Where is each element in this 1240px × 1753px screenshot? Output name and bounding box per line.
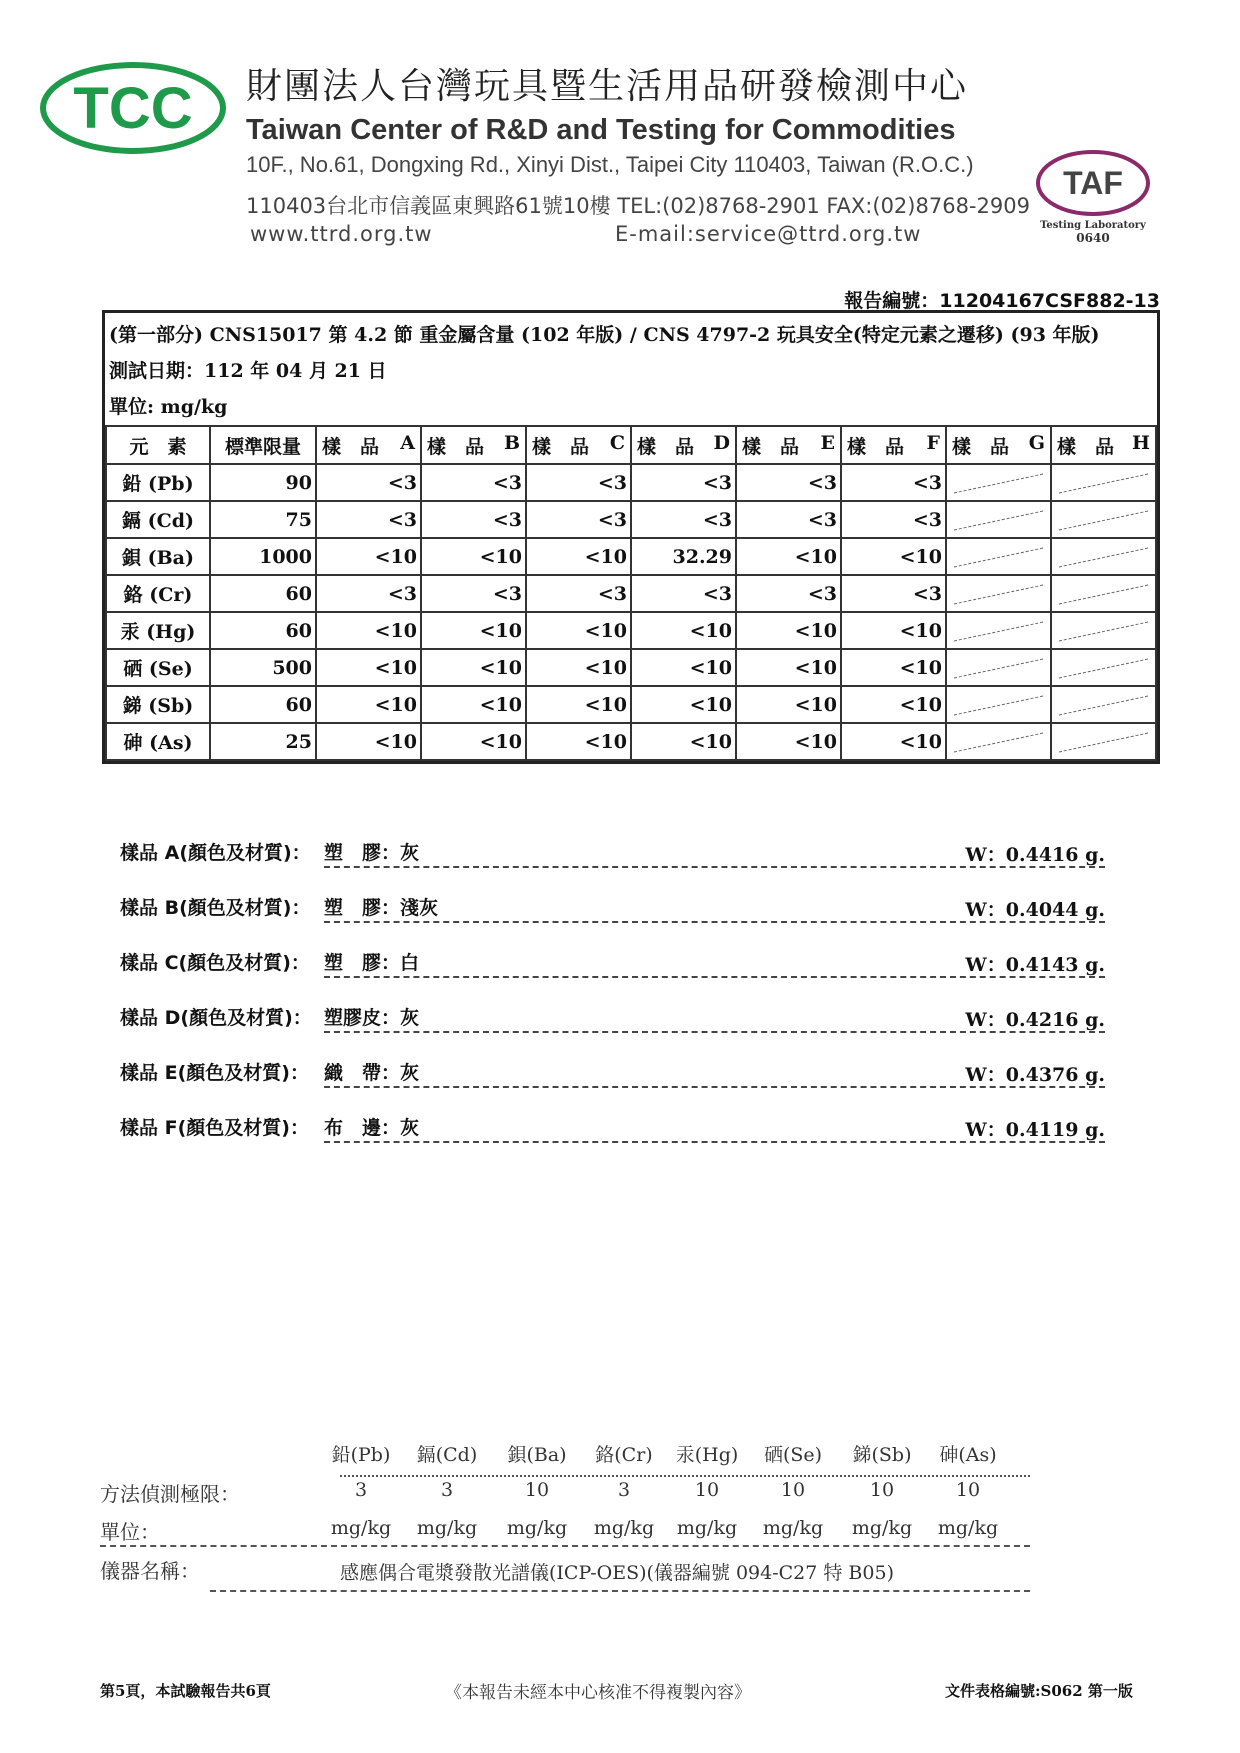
header-sample-f — [841, 426, 946, 464]
row-value: <3 — [526, 501, 631, 538]
row-element: 硒 (Se) — [106, 649, 210, 686]
method-limit-value: 3 — [354, 1479, 368, 1501]
method-unit-label: 單位： — [100, 1520, 160, 1544]
header-sample-c — [526, 426, 631, 464]
row-value: <10 — [631, 723, 736, 760]
sample-material: 布 邊：灰 — [324, 1117, 420, 1139]
sample-prefix: 樣 品 — [847, 435, 905, 458]
method-element: 汞(Hg) — [675, 1444, 739, 1466]
dashed-divider — [100, 1545, 1030, 1547]
row-value: <3 — [631, 464, 736, 501]
row-value: <10 — [631, 649, 736, 686]
sample-material: 塑膠皮：灰 — [324, 1007, 420, 1029]
report-number: 報告編號：11204167CSF882-13 — [844, 290, 1160, 312]
row-element: 鋇 (Ba) — [106, 538, 210, 575]
dashed-divider — [324, 1031, 1105, 1033]
row-value: <3 — [736, 464, 841, 501]
website-link[interactable]: www.ttrd.org.tw — [250, 222, 433, 246]
row-value: <10 — [736, 649, 841, 686]
sample-letter: C — [609, 431, 625, 454]
row-limit: 1000 — [210, 538, 316, 575]
taf-number: 0640 — [1076, 231, 1110, 245]
row-element: 汞 (Hg) — [106, 612, 210, 649]
row-limit: 60 — [210, 686, 316, 723]
row-value: <10 — [526, 612, 631, 649]
header-sample-d — [631, 426, 736, 464]
table-row — [106, 612, 1156, 649]
row-limit: 500 — [210, 649, 316, 686]
dashed-divider — [324, 1086, 1105, 1088]
sample-material: 塑 膠：淺灰 — [324, 897, 439, 919]
row-value: <10 — [526, 649, 631, 686]
row-value: <10 — [526, 723, 631, 760]
row-element: 砷 (As) — [106, 723, 210, 760]
footer-notice: 《本報告未經本中心核准不得複製內容》 — [445, 1683, 751, 1703]
taf-label: Testing Laboratory — [1040, 220, 1146, 231]
tcc-logo — [38, 60, 228, 156]
row-value: <10 — [841, 723, 946, 760]
sample-letter: D — [713, 431, 730, 454]
row-value: <3 — [736, 501, 841, 538]
method-unit-value: mg/kg — [762, 1517, 824, 1539]
row-value: <10 — [316, 538, 421, 575]
method-unit-value: mg/kg — [330, 1517, 392, 1539]
sample-row — [120, 1109, 1105, 1145]
method-element: 鎘(Cd) — [416, 1444, 478, 1466]
row-value: <10 — [736, 686, 841, 723]
row-value: <10 — [736, 723, 841, 760]
address-en: 10F., No.61, Dongxing Rd., Xinyi Dist., Taipei City 110403, Taiwan (R.O.C.) — [246, 152, 974, 177]
empty-cell-slash — [946, 649, 1051, 686]
sample-prefix: 樣 品 — [742, 435, 800, 458]
sample-letter: H — [1132, 431, 1150, 454]
instrument-label: 儀器名稱： — [100, 1559, 200, 1583]
row-value: <10 — [736, 612, 841, 649]
instrument-name: 感應偶合電漿發散光譜儀(ICP-OES)(儀器編號 094-C27 特 B05) — [340, 1562, 894, 1584]
empty-cell-slash — [946, 501, 1051, 538]
dashed-divider — [324, 1141, 1105, 1143]
row-value: <3 — [316, 501, 421, 538]
header-sample-a — [316, 426, 421, 464]
row-value: <3 — [736, 575, 841, 612]
row-value: <10 — [841, 538, 946, 575]
method-unit-value: mg/kg — [506, 1517, 568, 1539]
tcc-logo-text: TCC — [73, 76, 193, 141]
sample-weight: W：0.4044 g. — [965, 899, 1105, 921]
test-unit: 單位: mg/kg — [109, 396, 228, 418]
dotted-divider — [340, 1475, 1030, 1477]
method-limit-value: 10 — [869, 1479, 895, 1501]
row-value: <3 — [841, 501, 946, 538]
sample-material: 塑 膠：灰 — [324, 842, 420, 864]
method-element: 砷(As) — [939, 1444, 997, 1466]
empty-cell-slash — [946, 464, 1051, 501]
row-value: <10 — [526, 686, 631, 723]
table-row — [106, 575, 1156, 612]
sample-material: 塑 膠：白 — [324, 952, 420, 974]
dashed-divider — [324, 866, 1105, 868]
sample-letter: G — [1028, 431, 1045, 454]
table-row — [106, 538, 1156, 575]
row-value: <3 — [526, 464, 631, 501]
sample-prefix: 樣 品 — [952, 435, 1010, 458]
empty-cell-slash — [1051, 501, 1156, 538]
sample-row — [120, 889, 1105, 925]
table-row — [106, 649, 1156, 686]
row-value: <3 — [421, 464, 526, 501]
header-sample-h — [1051, 426, 1156, 464]
results-table-box — [102, 310, 1160, 764]
sample-label: 樣品 D(顏色及材質)： — [120, 1007, 312, 1029]
sample-weight: W：0.4143 g. — [965, 954, 1105, 976]
dashed-divider — [324, 921, 1105, 923]
org-name-cn: 財團法人台灣玩具暨生活用品研發檢測中心 — [246, 66, 969, 107]
sample-label: 樣品 F(顏色及材質)： — [120, 1117, 309, 1139]
row-limit: 60 — [210, 612, 316, 649]
empty-cell-slash — [1051, 723, 1156, 760]
row-value: <3 — [631, 501, 736, 538]
method-element: 硒(Se) — [763, 1444, 823, 1466]
sample-label: 樣品 A(顏色及材質)： — [120, 842, 311, 864]
taf-badge — [1028, 148, 1158, 268]
sample-weight: W：0.4416 g. — [965, 844, 1105, 866]
sample-prefix: 樣 品 — [637, 435, 695, 458]
row-value: <10 — [421, 686, 526, 723]
empty-cell-slash — [946, 686, 1051, 723]
method-limit-value: 10 — [780, 1479, 806, 1501]
row-limit: 60 — [210, 575, 316, 612]
email-link[interactable]: E-mail:service@ttrd.org.tw — [615, 222, 922, 246]
row-value: <10 — [421, 649, 526, 686]
sample-prefix: 樣 品 — [532, 435, 590, 458]
row-limit: 90 — [210, 464, 316, 501]
method-unit-value: mg/kg — [416, 1517, 478, 1539]
empty-cell-slash — [946, 612, 1051, 649]
method-unit-value: mg/kg — [851, 1517, 913, 1539]
empty-cell-slash — [1051, 612, 1156, 649]
method-element: 鉛(Pb) — [331, 1444, 391, 1466]
sample-letter: B — [503, 431, 520, 454]
header-sample-e — [736, 426, 841, 464]
row-value: <10 — [631, 686, 736, 723]
method-limit-value: 3 — [440, 1479, 454, 1501]
sample-label: 樣品 B(顏色及材質)： — [120, 897, 311, 919]
empty-cell-slash — [1051, 649, 1156, 686]
row-value: <10 — [421, 723, 526, 760]
empty-cell-slash — [946, 538, 1051, 575]
org-name-en: Taiwan Center of R&D and Testing for Commodities — [246, 114, 956, 146]
row-value: <10 — [421, 538, 526, 575]
row-value: <10 — [631, 612, 736, 649]
sample-row — [120, 944, 1105, 980]
header-limit: 標準限量 — [210, 426, 316, 464]
method-unit-value: mg/kg — [593, 1517, 655, 1539]
sample-letter: F — [926, 431, 940, 454]
test-date: 測試日期：112 年 04 月 21 日 — [109, 360, 387, 382]
row-value: <10 — [526, 538, 631, 575]
sample-weight: W：0.4376 g. — [965, 1064, 1105, 1086]
row-value: <3 — [841, 575, 946, 612]
sample-weight: W：0.4216 g. — [965, 1009, 1105, 1031]
table-header-row — [106, 426, 1156, 464]
row-value: <3 — [316, 464, 421, 501]
table-row — [106, 723, 1156, 760]
row-limit: 75 — [210, 501, 316, 538]
empty-cell-slash — [946, 575, 1051, 612]
table-row — [106, 464, 1156, 501]
method-limit-value: 10 — [694, 1479, 720, 1501]
method-unit-value: mg/kg — [676, 1517, 738, 1539]
row-element: 銻 (Sb) — [106, 686, 210, 723]
method-limit-value: 10 — [524, 1479, 550, 1501]
sample-weight: W：0.4119 g. — [965, 1119, 1105, 1141]
sample-row — [120, 834, 1105, 870]
row-value: 32.29 — [631, 538, 736, 575]
row-value: <10 — [736, 538, 841, 575]
row-element: 鉛 (Pb) — [106, 464, 210, 501]
header-sample-b — [421, 426, 526, 464]
taf-logo-text: TAF — [1063, 165, 1123, 201]
row-element: 鉻 (Cr) — [106, 575, 210, 612]
row-value: <3 — [421, 575, 526, 612]
sample-prefix: 樣 品 — [427, 435, 485, 458]
test-title: (第一部分) CNS15017 第 4.2 節 重金屬含量 (102 年版) / CNS 4797-2 玩具安全(特定元素之遷移) (93 年版) — [109, 324, 1100, 346]
address-cn-tel-fax: 110403台北市信義區東興路61號10樓 TEL:(02)8768-2901 FAX:(02)8768-2909 — [246, 194, 1030, 218]
method-unit-value: mg/kg — [937, 1517, 999, 1539]
row-value: <3 — [526, 575, 631, 612]
footer-form-number: 文件表格編號:S062 第一版 — [945, 1682, 1133, 1700]
row-value: <10 — [316, 649, 421, 686]
row-value: <3 — [316, 575, 421, 612]
empty-cell-slash — [1051, 538, 1156, 575]
dashed-divider — [210, 1590, 1030, 1592]
row-value: <10 — [841, 686, 946, 723]
method-limit-label: 方法偵測極限： — [100, 1482, 240, 1506]
row-value: <10 — [841, 612, 946, 649]
method-limit-value: 10 — [955, 1479, 981, 1501]
row-element: 鎘 (Cd) — [106, 501, 210, 538]
method-element: 鋇(Ba) — [507, 1444, 567, 1466]
row-limit: 25 — [210, 723, 316, 760]
row-value: <3 — [841, 464, 946, 501]
empty-cell-slash — [1051, 464, 1156, 501]
row-value: <3 — [631, 575, 736, 612]
sample-letter: A — [400, 431, 415, 454]
sample-label: 樣品 E(顏色及材質)： — [120, 1062, 309, 1084]
empty-cell-slash — [1051, 686, 1156, 723]
dashed-divider — [324, 976, 1105, 978]
row-value: <10 — [316, 723, 421, 760]
results-table — [105, 425, 1157, 761]
method-element: 鉻(Cr) — [595, 1444, 653, 1466]
row-value: <10 — [316, 686, 421, 723]
sample-row — [120, 1054, 1105, 1090]
table-row — [106, 501, 1156, 538]
header-element: 元 素 — [106, 426, 210, 464]
sample-letter: E — [820, 431, 835, 454]
row-value: <10 — [841, 649, 946, 686]
table-row — [106, 686, 1156, 723]
sample-material: 織 帶：灰 — [324, 1062, 420, 1084]
row-value: <10 — [316, 612, 421, 649]
header-sample-g — [946, 426, 1051, 464]
sample-row — [120, 999, 1105, 1035]
empty-cell-slash — [946, 723, 1051, 760]
method-element: 銻(Sb) — [852, 1444, 912, 1466]
sample-prefix: 樣 品 — [322, 435, 380, 458]
method-limit-value: 3 — [617, 1479, 631, 1501]
row-value: <3 — [421, 501, 526, 538]
empty-cell-slash — [1051, 575, 1156, 612]
sample-label: 樣品 C(顏色及材質)： — [120, 952, 310, 974]
sample-prefix: 樣 品 — [1057, 435, 1115, 458]
row-value: <10 — [421, 612, 526, 649]
footer-page: 第5頁，本試驗報告共6頁 — [100, 1682, 271, 1700]
